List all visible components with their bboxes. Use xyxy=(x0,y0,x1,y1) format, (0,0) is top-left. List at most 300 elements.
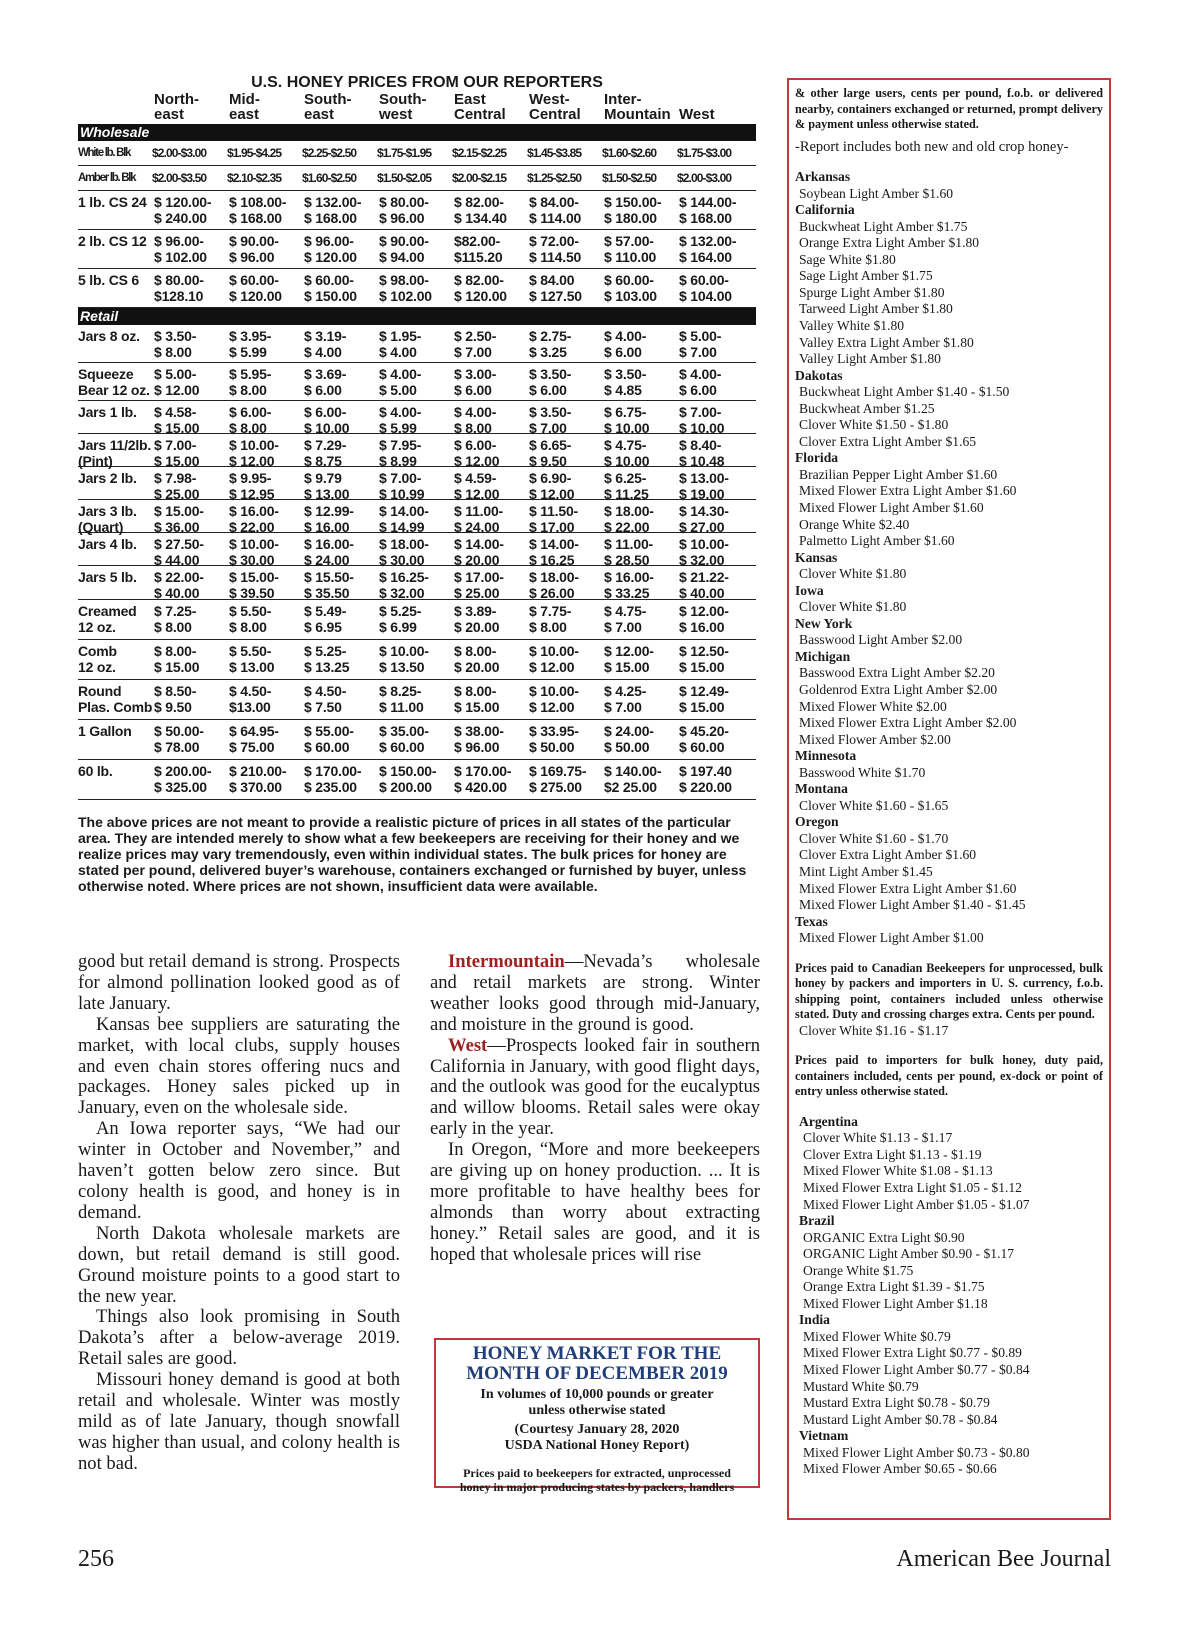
intermountain-heading: Intermountain xyxy=(448,951,565,972)
price-cell: $1.45-$3.85 xyxy=(527,146,582,160)
market-paid-line: Prices paid to beekeepers for extracted, unprocessed xyxy=(463,1466,731,1480)
west-paragraph xyxy=(430,1036,760,1141)
price-cell: $ 60.00- $ 120.00 xyxy=(229,272,282,304)
honey-price-table xyxy=(78,74,756,894)
price-cell: $ 9.95- $ 12.95 xyxy=(229,470,275,502)
price-item: Basswood Light Amber $2.00 xyxy=(799,632,963,648)
price-cell: $ 82.00- $ 134.40 xyxy=(454,194,507,226)
price-cell: $ 200.00- $ 325.00 xyxy=(154,763,212,795)
price-cell: $ 4.25- $ 7.00 xyxy=(604,683,647,715)
price-cell: $ 120.00- $ 240.00 xyxy=(154,194,212,226)
price-cell: $1.25-$2.50 xyxy=(527,171,582,185)
intermountain-paragraph xyxy=(430,952,760,1036)
price-cell: $ 169.75- $ 275.00 xyxy=(529,763,587,795)
price-cell: $ 6.25- $ 11.25 xyxy=(604,470,649,502)
price-cell: $ 12.99- $ 16.00 xyxy=(304,503,354,535)
price-cell: $ 96.00- $ 102.00 xyxy=(154,233,207,265)
price-item: Goldenrod Extra Light Amber $2.00 xyxy=(799,682,998,697)
price-item: Mixed Flower Extra Light $0.77 - $0.89 xyxy=(803,1345,1022,1361)
price-cell: $ 45.20- $ 60.00 xyxy=(679,723,729,755)
price-cell: $ 4.00- $ 6.00 xyxy=(679,366,722,398)
price-cell: $ 3.50- $ 7.00 xyxy=(529,404,572,436)
sidebar-state-list xyxy=(795,169,1103,947)
price-cell: $ 8.00- $ 15.00 xyxy=(154,643,200,675)
price-item: Mint Light Amber $1.45 xyxy=(799,864,933,880)
price-cell: $ 90.00- $ 96.00 xyxy=(229,233,279,265)
row-label: Jars 1 lb. xyxy=(78,404,137,420)
price-item: Mixed Flower Light Amber $0.77 - $0.84 xyxy=(803,1362,1030,1377)
price-cell: $ 82.00- $ 120.00 xyxy=(454,272,507,304)
price-cell: $ 38.00- $ 96.00 xyxy=(454,723,504,755)
row-label: Creamed 12 oz. xyxy=(78,603,137,635)
price-cell: $ 12.00- $ 15.00 xyxy=(604,643,654,675)
price-cell: $ 11.00- $ 24.00 xyxy=(454,503,503,535)
article-paragraph: Missouri honey demand is good at both retail and wholesale. Winter was mostly mild as of late January, though snowfall was higher than usual, and colony health is not bad. xyxy=(78,1369,400,1474)
price-cell: $ 4.58- $ 15.00 xyxy=(154,404,200,436)
price-cell: $ 132.00- $ 164.00 xyxy=(679,233,737,265)
price-cell: $ 84.00- $ 114.00 xyxy=(529,194,582,226)
price-cell: $ 17.00- $ 25.00 xyxy=(454,569,504,601)
market-sub-line: In volumes of 10,000 pounds or greater xyxy=(480,1387,714,1402)
row-label: Comb 12 oz. xyxy=(78,643,117,675)
price-row xyxy=(78,566,756,600)
price-cell: $1.75-$3.00 xyxy=(677,146,732,160)
price-cell: $1.50-$2.50 xyxy=(602,171,657,185)
sidebar-importers-note: Prices paid to importers for bulk honey, duty paid, containers included, cents per pound, ex-dock or point of entry unless otherwise stated. xyxy=(795,1053,1103,1099)
intermountain-text: —Nevada’s wholesale and retail markets are strong. Winter weather looks good through mid-January, and moisture in the ground is good. xyxy=(430,951,760,1035)
state-heading: Michigan xyxy=(795,648,851,664)
price-cell: $ 3.50- $ 4.85 xyxy=(604,366,647,398)
usda-report-sidebar xyxy=(787,78,1111,1520)
price-cell: $1.60-$2.60 xyxy=(602,146,657,160)
price-cell: $ 5.25- $ 13.25 xyxy=(304,643,350,675)
price-cell: $2.25-$2.50 xyxy=(302,146,357,160)
state-heading: Florida xyxy=(795,450,839,466)
price-item: Mixed Flower Extra Light Amber $1.60 xyxy=(799,483,1017,499)
region-header-cell: South- east xyxy=(304,91,352,123)
price-cell: $ 22.00- $ 40.00 xyxy=(154,569,204,601)
region-header-cell: North- east xyxy=(154,91,199,123)
country-heading: Vietnam xyxy=(799,1428,849,1444)
price-item: Buckwheat Amber $1.25 xyxy=(799,400,935,416)
price-cell: $ 3.89- $ 20.00 xyxy=(454,603,500,635)
price-row xyxy=(78,434,756,467)
price-cell: $ 4.50- $13.00 xyxy=(229,683,272,715)
price-cell: $ 15.00- $ 39.50 xyxy=(229,569,279,601)
retail-rows xyxy=(78,325,756,800)
state-heading: New York xyxy=(795,615,853,631)
region-header-cell: Inter- Mountain xyxy=(604,91,671,123)
state-heading: California xyxy=(795,202,855,218)
row-label: Squeeze Bear 12 oz. xyxy=(78,366,150,398)
price-row xyxy=(78,363,756,401)
country-heading: India xyxy=(799,1312,830,1328)
market-title-line: HONEY MARKET FOR THE xyxy=(472,1343,722,1364)
region-header-cell: West xyxy=(679,106,715,123)
price-item: Orange White $1.75 xyxy=(803,1262,914,1278)
page-number: 256 xyxy=(78,1546,114,1572)
price-cell: $ 7.95- $ 8.99 xyxy=(379,437,422,469)
price-cell: $ 3.69- $ 6.00 xyxy=(304,366,347,398)
price-row xyxy=(78,720,756,760)
price-cell: $ 4.50- $ 7.50 xyxy=(304,683,347,715)
market-sub-line: unless otherwise stated xyxy=(528,1403,666,1418)
article-paragraph: Things also look promising in South Dakota’s after a below-average 2019. Retail sales are good. xyxy=(78,1306,400,1370)
price-row xyxy=(78,166,756,191)
price-item: Mixed Flower White $1.08 - $1.13 xyxy=(803,1163,993,1179)
price-item: Mixed Flower Extra Light Amber $1.60 xyxy=(799,880,1017,896)
state-heading: Iowa xyxy=(795,582,824,598)
price-cell: $2.00-$3.00 xyxy=(152,146,207,160)
price-cell: $2.00-$3.00 xyxy=(677,171,732,185)
sidebar-canadian-item: Clover White $1.16 - $1.17 xyxy=(799,1022,949,1038)
price-cell: $ 6.65- $ 9.50 xyxy=(529,437,572,469)
price-cell: $ 7.98- $ 25.00 xyxy=(154,470,200,502)
state-heading: Texas xyxy=(795,913,828,929)
row-label: Jars 4 lb. xyxy=(78,536,137,552)
price-item: Clover Extra Light $1.13 - $1.19 xyxy=(803,1146,982,1162)
price-item: Clover White $1.80 xyxy=(799,599,907,615)
price-cell: $ 10.00- $ 32.00 xyxy=(679,536,729,568)
state-heading: Oregon xyxy=(795,814,839,830)
row-label: Round Plas. Comb xyxy=(78,683,153,715)
state-heading: Montana xyxy=(795,781,848,797)
price-cell: $ 60.00- $ 150.00 xyxy=(304,272,357,304)
price-cell: $ 6.75- $ 10.00 xyxy=(604,404,650,436)
price-row xyxy=(78,533,756,566)
price-cell: $ 8.00- $ 15.00 xyxy=(454,683,500,715)
article-paragraph: An Iowa reporter says, “We had our winter in October and November,” and haven’t gotten below zero since. But colony health is good, and honey is in demand. xyxy=(78,1118,400,1223)
price-cell: $ 14.00- $ 14.99 xyxy=(379,503,429,535)
price-item: Sage Light Amber $1.75 xyxy=(799,268,933,284)
price-cell: $ 3.95- $ 5.99 xyxy=(229,328,272,360)
price-cell: $ 8.25- $ 11.00 xyxy=(379,683,424,715)
price-cell: $ 197.40 $ 220.00 xyxy=(679,763,732,795)
price-item: Mixed Flower Extra Light $1.05 - $1.12 xyxy=(803,1179,1022,1195)
price-cell: $2.15-$2.25 xyxy=(452,146,507,160)
price-cell: $ 2.75- $ 3.25 xyxy=(529,328,572,360)
region-header-cell: West- Central xyxy=(529,91,581,123)
price-cell: $ 14.00- $ 20.00 xyxy=(454,536,504,568)
price-cell: $ 16.25- $ 32.00 xyxy=(379,569,429,601)
price-cell: $ 12.49- $ 15.00 xyxy=(679,683,729,715)
row-label: Jars 5 lb. xyxy=(78,569,137,585)
price-cell: $ 96.00- $ 120.00 xyxy=(304,233,357,265)
price-cell: $ 5.00- $ 12.00 xyxy=(154,366,200,398)
row-label: 2 lb. CS 12 xyxy=(78,233,147,249)
price-cell: $ 80.00- $ 96.00 xyxy=(379,194,429,226)
price-cell: $ 7.75- $ 8.00 xyxy=(529,603,572,635)
price-cell: $ 6.00- $ 8.00 xyxy=(229,404,272,436)
sidebar-importer-list xyxy=(795,1114,1103,1478)
price-cell: $1.95-$4.25 xyxy=(227,146,282,160)
wholesale-section-bar: Wholesale xyxy=(78,124,756,141)
price-row xyxy=(78,141,756,166)
price-item: Orange White $2.40 xyxy=(799,516,910,532)
price-item: Mixed Flower Light Amber $1.05 - $1.07 xyxy=(803,1196,1030,1212)
price-item: Buckwheat Light Amber $1.40 - $1.50 xyxy=(799,384,1010,400)
price-cell: $ 4.75- $ 7.00 xyxy=(604,603,647,635)
row-label: Jars 11/2lb. (Pint) xyxy=(78,437,152,469)
price-item: ORGANIC Light Amber $0.90 - $1.17 xyxy=(803,1246,1015,1262)
market-box-title xyxy=(436,1344,758,1384)
price-item: Mixed Flower Amber $0.65 - $0.66 xyxy=(803,1461,997,1477)
price-cell: $ 6.00- $ 10.00 xyxy=(304,404,350,436)
row-label: Jars 2 lb. xyxy=(78,470,137,486)
price-item: Sage White $1.80 xyxy=(799,251,896,267)
price-cell: $2.00-$2.15 xyxy=(452,171,507,185)
price-item: Mustard Light Amber $0.78 - $0.84 xyxy=(803,1411,998,1427)
sidebar-canadian-note: Prices paid to Canadian Beekeepers for unprocessed, bulk honey by packers and importers in U. S. currency, f.o.b. shipping point, containers included unless otherwise stated. Duty and crossing charges extra. Cents per pound. xyxy=(795,960,1103,1022)
price-item: Brazilian Pepper Light Amber $1.60 xyxy=(799,466,998,482)
price-cell: $ 15.00- $ 36.00 xyxy=(154,503,204,535)
article-paragraph: North Dakota wholesale markets are down, but retail demand is still good. Ground moisture points to a good start to the new year. xyxy=(78,1222,400,1307)
price-cell: $ 7.25- $ 8.00 xyxy=(154,603,197,635)
price-item: Soybean Light Amber $1.60 xyxy=(799,185,954,201)
price-row xyxy=(78,760,756,800)
price-cell: $ 3.19- $ 4.00 xyxy=(304,328,347,360)
row-label: Amber lb. Blk xyxy=(78,172,136,184)
price-cell: $ 13.00- $ 19.00 xyxy=(679,470,729,502)
price-cell: $ 1.95- $ 4.00 xyxy=(379,328,422,360)
market-paid-line: honey in major producing states by packers, handlers xyxy=(459,1480,735,1494)
market-box-paid-note xyxy=(436,1466,758,1494)
state-heading: Minnesota xyxy=(795,748,857,764)
price-row xyxy=(78,600,756,640)
price-cell: $1.50-$2.05 xyxy=(377,171,432,185)
price-cell: $ 108.00- $ 168.00 xyxy=(229,194,287,226)
table-title: U.S. HONEY PRICES FROM OUR REPORTERS xyxy=(251,74,603,91)
price-cell: $ 60.00- $ 104.00 xyxy=(679,272,732,304)
price-cell: $ 10.00- $ 13.50 xyxy=(379,643,429,675)
price-cell: $1.60-$2.50 xyxy=(302,171,357,185)
price-item: Clover White $1.60 - $1.65 xyxy=(799,797,949,813)
price-item: Palmetto Light Amber $1.60 xyxy=(799,533,955,549)
price-cell: $ 10.00- $ 12.00 xyxy=(229,437,279,469)
price-cell: $1.75-$1.95 xyxy=(377,146,432,160)
price-cell: $ 12.50- $ 15.00 xyxy=(679,643,729,675)
article-paragraph: Kansas bee suppliers are saturating the market, with local clubs, supply houses and even chain stores offering nucs and packages. Honey sales picked up in January, even on the wholesale side. xyxy=(78,1013,400,1119)
price-cell: $ 4.00- $ 5.99 xyxy=(379,404,422,436)
price-item: Valley Light Amber $1.80 xyxy=(799,351,941,367)
price-cell: $ 16.00- $ 22.00 xyxy=(229,503,279,535)
region-header-cell: South- west xyxy=(379,91,427,123)
sidebar-intro: & other large users, cents per pound, f.o.b. or delivered nearby, containers exchanged or returned, prompt delivery & payment unless otherwise stated. xyxy=(795,86,1103,131)
price-cell: $ 7.29- $ 8.75 xyxy=(304,437,347,469)
region-header-cell: East Central xyxy=(454,91,506,123)
price-item: Orange Extra Light Amber $1.80 xyxy=(799,235,980,251)
price-cell: $ 10.00- $ 12.00 xyxy=(529,643,579,675)
price-item: Clover Extra Light Amber $1.65 xyxy=(799,433,977,449)
price-item: Mixed Flower Light Amber $0.73 - $0.80 xyxy=(803,1444,1030,1460)
price-row xyxy=(78,640,756,680)
price-cell: $ 4.59- $ 12.00 xyxy=(454,470,500,502)
country-heading: Brazil xyxy=(799,1213,835,1229)
price-item: Buckwheat Light Amber $1.75 xyxy=(799,218,968,234)
price-cell: $ 150.00- $ 180.00 xyxy=(604,194,662,226)
price-cell: $ 16.00- $ 33.25 xyxy=(604,569,654,601)
price-cell: $ 14.30- $ 27.00 xyxy=(679,503,729,535)
sidebar-gap xyxy=(795,1039,1103,1053)
market-box-subtitle xyxy=(436,1387,758,1419)
row-label: Jars 8 oz. xyxy=(78,328,140,344)
price-row xyxy=(78,680,756,720)
sidebar-report-note: -Report includes both new and old crop honey- xyxy=(795,138,1069,155)
price-cell: $ 11.00- $ 28.50 xyxy=(604,536,653,568)
journal-name: American Bee Journal xyxy=(896,1546,1111,1572)
west-heading: West xyxy=(448,1034,488,1056)
price-item: Mixed Flower Light Amber $1.00 xyxy=(799,930,984,946)
price-item: Spurge Light Amber $1.80 xyxy=(799,284,945,300)
price-item: Mixed Flower Light Amber $1.40 - $1.45 xyxy=(799,897,1026,913)
price-item: Tarweed Light Amber $1.80 xyxy=(799,301,953,317)
price-cell: $ 4.75- $ 10.00 xyxy=(604,437,650,469)
price-cell: $ 35.00- $ 60.00 xyxy=(379,723,429,755)
sidebar-gap xyxy=(795,1100,1103,1114)
sidebar-gap xyxy=(795,947,1103,961)
price-cell: $ 6.90- $ 12.00 xyxy=(529,470,575,502)
price-item: Mustard Extra Light $0.78 - $0.79 xyxy=(803,1395,990,1411)
price-cell: $ 72.00- $ 114.50 xyxy=(529,233,582,265)
region-header-spacer xyxy=(78,92,154,124)
west-text: —Prospects looked fair in southern California in January, with good flight days, and the outlook was good for the eucalyptus and willow blooms. Retail sales were okay early in the year. xyxy=(430,1034,760,1140)
price-item: Mustard White $0.79 xyxy=(803,1378,919,1394)
price-row xyxy=(78,269,756,308)
country-heading: Argentina xyxy=(799,1113,858,1129)
state-heading: Arkansas xyxy=(795,169,851,185)
price-cell: $ 144.00- $ 168.00 xyxy=(679,194,737,226)
price-cell: $ 84.00 $ 127.50 xyxy=(529,272,582,304)
article-paragraph: good but retail demand is strong. Prospects for almond pollination looked good as of late January. xyxy=(78,951,400,1014)
price-cell: $ 80.00- $128.10 xyxy=(154,272,204,304)
price-row xyxy=(78,401,756,434)
price-cell: $ 64.95- $ 75.00 xyxy=(229,723,279,755)
price-cell: $ 3.50- $ 8.00 xyxy=(154,328,197,360)
price-row xyxy=(78,467,756,500)
price-item: Mixed Flower Extra Light Amber $2.00 xyxy=(799,715,1017,731)
price-cell: $ 90.00- $ 94.00 xyxy=(379,233,429,265)
row-label: 1 Gallon xyxy=(78,723,132,739)
price-cell: $ 21.22- $ 40.00 xyxy=(679,569,729,601)
price-cell: $82.00- $115.20 xyxy=(454,233,503,265)
row-label: White lb. Blk xyxy=(78,147,131,159)
price-item: Mixed Flower Light Amber $1.18 xyxy=(803,1295,988,1311)
price-cell: $ 98.00- $ 102.00 xyxy=(379,272,432,304)
price-item: Basswood Extra Light Amber $2.20 xyxy=(799,665,995,681)
price-cell: $ 55.00- $ 60.00 xyxy=(304,723,354,755)
price-cell: $ 33.95- $ 50.00 xyxy=(529,723,579,755)
article-left-column xyxy=(78,952,400,1475)
price-item: Clover White $1.80 xyxy=(799,566,907,582)
row-label: 60 lb. xyxy=(78,763,113,779)
price-cell: $ 132.00- $ 168.00 xyxy=(304,194,362,226)
price-cell: $ 210.00- $ 370.00 xyxy=(229,763,287,795)
price-cell: $ 2.50- $ 7.00 xyxy=(454,328,497,360)
price-cell: $ 24.00- $ 50.00 xyxy=(604,723,654,755)
price-cell: $ 11.50- $ 17.00 xyxy=(529,503,578,535)
price-cell: $ 7.00- $ 15.00 xyxy=(154,437,200,469)
price-cell: $ 140.00- $2 25.00 xyxy=(604,763,662,795)
price-cell: $ 6.00- $ 12.00 xyxy=(454,437,500,469)
price-cell: $ 14.00- $ 16.25 xyxy=(529,536,579,568)
row-label: 5 lb. CS 6 xyxy=(78,272,140,288)
region-header-cell: Mid- east xyxy=(229,91,260,123)
wholesale-rows xyxy=(78,141,756,308)
price-cell: $ 5.50- $ 8.00 xyxy=(229,603,272,635)
price-cell: $ 4.00- $ 6.00 xyxy=(604,328,647,360)
market-courtesy-line: (Courtesy January 28, 2020 xyxy=(514,1422,680,1437)
price-cell: $ 15.50- $ 35.50 xyxy=(304,569,354,601)
price-cell: $ 170.00- $ 235.00 xyxy=(304,763,362,795)
price-cell: $ 16.00- $ 24.00 xyxy=(304,536,354,568)
price-item: Clover Extra Light Amber $1.60 xyxy=(799,847,977,863)
market-title-line: MONTH OF DECEMBER 2019 xyxy=(466,1363,728,1384)
table-disclaimer-note: The above prices are not meant to provide a realistic picture of prices in all states of the particular area. They are intended merely to show what a few beekeepers are receiving for their honey and we realize prices may vary tremendously, even within individual states. The bulk prices for honey are stated per pound, delivered buyer’s warehouse, containers exchanged or furnished by buyer, unless otherwise noted. Where prices are not shown, insufficient data were available. xyxy=(78,814,747,894)
price-item: Basswood White $1.70 xyxy=(799,764,926,780)
price-cell: $ 5.00- $ 7.00 xyxy=(679,328,722,360)
price-cell: $2.10-$2.35 xyxy=(227,171,282,185)
price-cell: $ 5.50- $ 13.00 xyxy=(229,643,275,675)
honey-market-box xyxy=(434,1338,760,1494)
price-item: Mixed Flower White $0.79 xyxy=(803,1328,951,1344)
retail-section-bar: Retail xyxy=(78,308,756,325)
price-item: Mixed Flower White $2.00 xyxy=(799,698,947,714)
price-cell: $ 7.00- $ 10.00 xyxy=(679,404,725,436)
price-item: Valley Extra Light Amber $1.80 xyxy=(799,334,974,350)
price-cell: $ 150.00- $ 200.00 xyxy=(379,763,437,795)
price-cell: $ 10.00- $ 30.00 xyxy=(229,536,279,568)
row-label: 1 lb. CS 24 xyxy=(78,194,147,210)
article-middle-column xyxy=(430,952,760,1266)
price-cell: $ 8.50- $ 9.50 xyxy=(154,683,197,715)
row-label: Jars 3 lb. (Quart) xyxy=(78,503,137,535)
price-item: Clover White $1.50 - $1.80 xyxy=(799,417,949,433)
price-item: Mixed Flower Light Amber $1.60 xyxy=(799,499,984,515)
price-cell: $ 3.00- $ 6.00 xyxy=(454,366,497,398)
state-heading: Kansas xyxy=(795,549,838,565)
price-item: Clover White $1.60 - $1.70 xyxy=(799,830,949,846)
price-cell: $ 5.95- $ 8.00 xyxy=(229,366,272,398)
price-cell: $ 4.00- $ 5.00 xyxy=(379,366,422,398)
price-cell: $ 60.00- $ 103.00 xyxy=(604,272,657,304)
price-item: Orange Extra Light $1.39 - $1.75 xyxy=(803,1279,985,1295)
price-cell: $ 10.00- $ 12.00 xyxy=(529,683,579,715)
market-box-courtesy xyxy=(436,1422,758,1454)
market-courtesy-line: USDA National Honey Report) xyxy=(504,1438,690,1453)
region-header-row xyxy=(78,92,756,124)
price-cell: $ 8.00- $ 20.00 xyxy=(454,643,500,675)
price-cell: $ 9.79 $ 13.00 xyxy=(304,470,350,502)
price-cell: $ 7.00- $ 10.99 xyxy=(379,470,425,502)
price-item: Clover White $1.13 - $1.17 xyxy=(803,1130,953,1146)
price-cell: $ 8.40- $ 10.48 xyxy=(679,437,725,469)
price-row xyxy=(78,191,756,230)
price-cell: $2.00-$3.50 xyxy=(152,171,207,185)
price-cell: $ 18.00- $ 26.00 xyxy=(529,569,579,601)
price-item: Mixed Flower Amber $2.00 xyxy=(799,731,951,747)
price-row xyxy=(78,230,756,269)
price-cell: $ 5.25- $ 6.99 xyxy=(379,603,422,635)
price-cell: $ 170.00- $ 420.00 xyxy=(454,763,512,795)
price-cell: $ 50.00- $ 78.00 xyxy=(154,723,204,755)
price-cell: $ 4.00- $ 8.00 xyxy=(454,404,497,436)
price-item: Valley White $1.80 xyxy=(799,317,905,333)
oregon-paragraph: In Oregon, “More and more beekeepers are giving up on honey production. ... It is more profitable to have healthy bees for almonds than worry about extracting honey.” Retail sales are good, and it is hoped that wholesale prices will rise xyxy=(430,1139,760,1265)
price-cell: $ 18.00- $ 30.00 xyxy=(379,536,429,568)
price-row xyxy=(78,325,756,363)
price-row xyxy=(78,500,756,533)
price-cell: $ 18.00- $ 22.00 xyxy=(604,503,654,535)
